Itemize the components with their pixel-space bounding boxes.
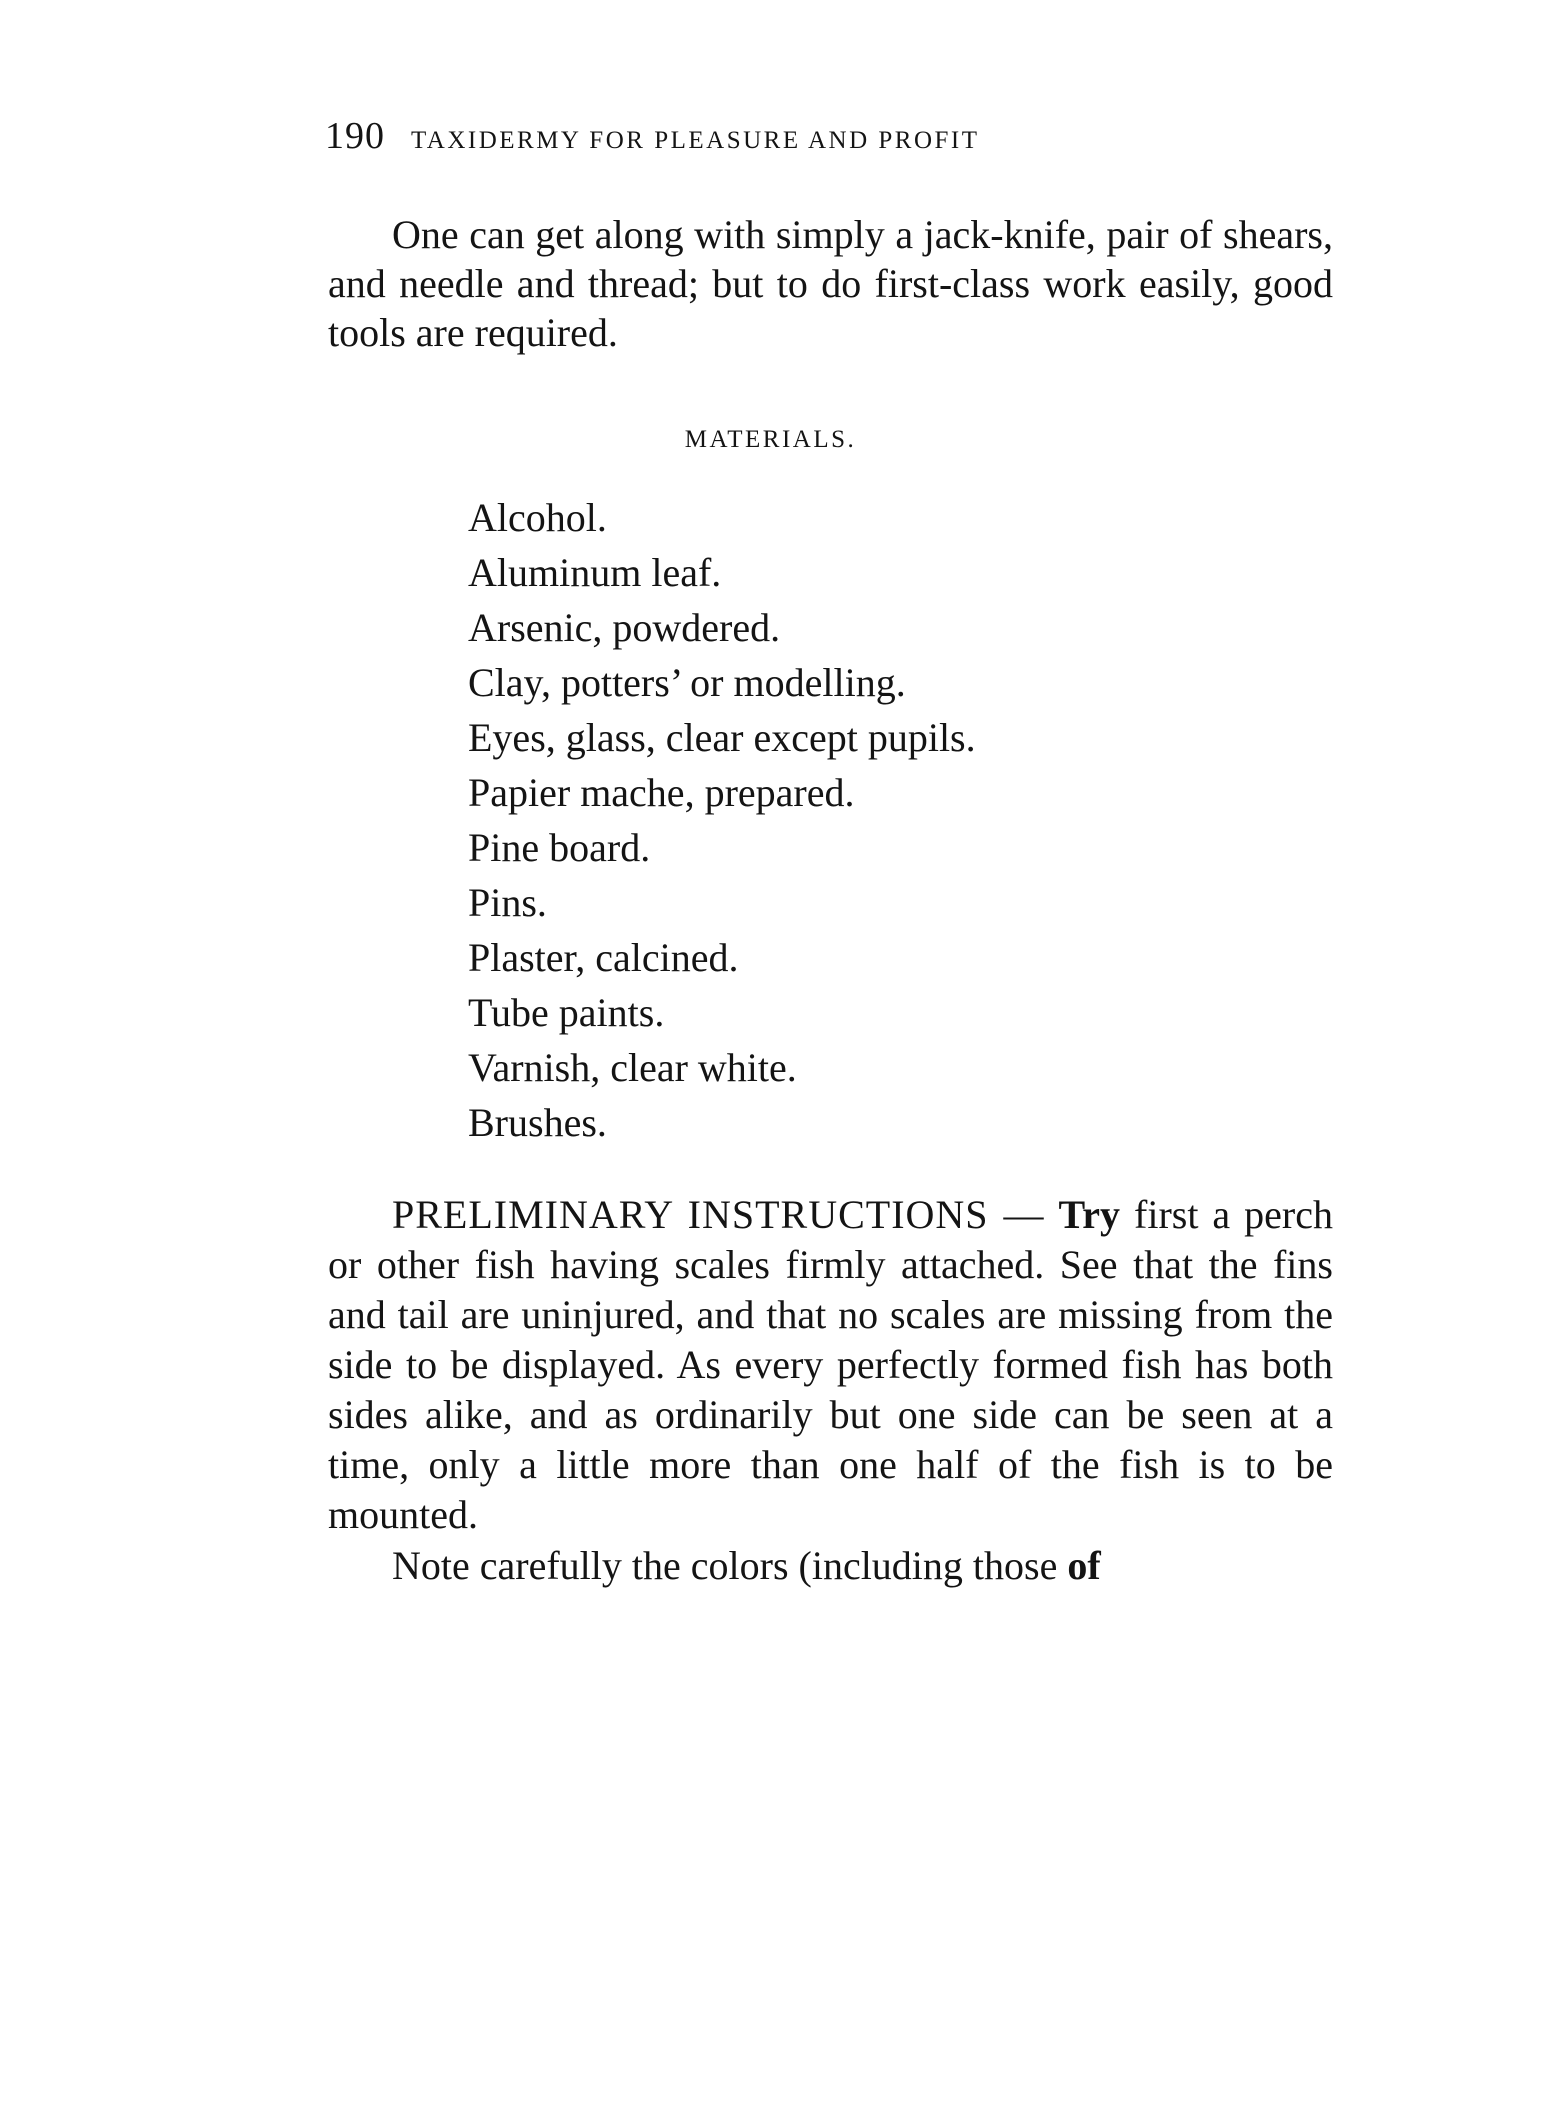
list-item: Clay, potters’ or modelling. — [468, 660, 906, 705]
list-item: Aluminum leaf. — [468, 550, 722, 595]
instructions-paragraph — [328, 1190, 1333, 1540]
list-item: Brushes. — [468, 1100, 607, 1145]
bold-first-word: Try — [1058, 1192, 1121, 1237]
intro-section — [328, 210, 1333, 357]
intro-paragraph: One can get along with simply a jack-knife, pair of shears, and needle and thread; but to do first-class work easily, good tools are required. — [328, 212, 1333, 355]
materials-heading: MATERIALS. — [684, 426, 857, 453]
continuation-text: Note carefully the colors (including those — [392, 1543, 1058, 1588]
instructions-paragraph-text: first a perch or other fish having scales firmly attached. See that the fins and tail are uninjured, and that no scales are missing from the side to be displayed. As every perfectly formed fish has both sides alike, and as ordinarily but one side can be seen at a time, only a little more than one half of the fish is to be mounted. — [328, 1192, 1334, 1537]
bold-last-word: of — [1067, 1543, 1101, 1588]
continuation-paragraph — [328, 1541, 1333, 1591]
page-number: 190 — [325, 115, 385, 157]
list-item: Pine board. — [468, 825, 651, 870]
list-item: Varnish, clear white. — [468, 1045, 797, 1090]
book-title: TAXIDERMY FOR PLEASURE AND PROFIT — [411, 127, 980, 154]
list-item: Alcohol. — [468, 495, 607, 540]
list-item: Pins. — [468, 880, 547, 925]
running-head — [325, 114, 980, 158]
instructions-section — [328, 1190, 1333, 1591]
list-item: Papier mache, prepared. — [468, 770, 855, 815]
list-item: Plaster, calcined. — [468, 935, 739, 980]
list-item: Eyes, glass, clear except pupils. — [468, 715, 976, 760]
list-item: Arsenic, powdered. — [468, 605, 781, 650]
run-in-heading: PRELIMINARY INSTRUCTIONS — — [392, 1192, 1045, 1237]
list-item: Tube paints. — [468, 990, 665, 1035]
materials-list — [468, 490, 976, 1150]
